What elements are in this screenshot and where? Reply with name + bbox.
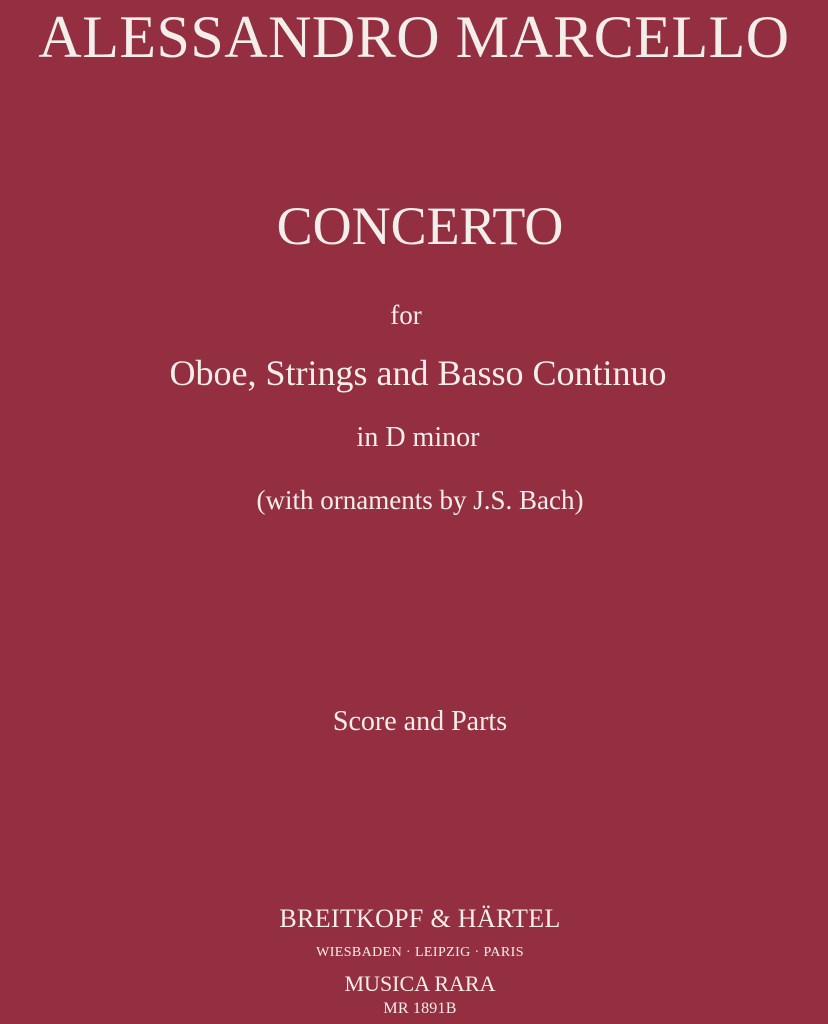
imprint-name: MUSICA RARA [344,971,496,996]
catalog-number: MR 1891B [383,1000,457,1017]
instrumentation: Oboe, Strings and Basso Continuo [169,353,667,393]
edition-type: Score and Parts [332,706,508,737]
ornaments-note: (with ornaments by J.S. Bach) [256,485,584,515]
key-signature: in D minor [356,422,480,453]
for-line: for [390,300,422,330]
work-title: CONCERTO [276,196,564,256]
publisher-cities: WIESBADEN · LEIPZIG · PARIS [316,945,524,960]
composer-name: ALESSANDRO MARCELLO [38,4,790,70]
publisher-name: BREITKOPF & HÄRTEL [279,904,561,933]
